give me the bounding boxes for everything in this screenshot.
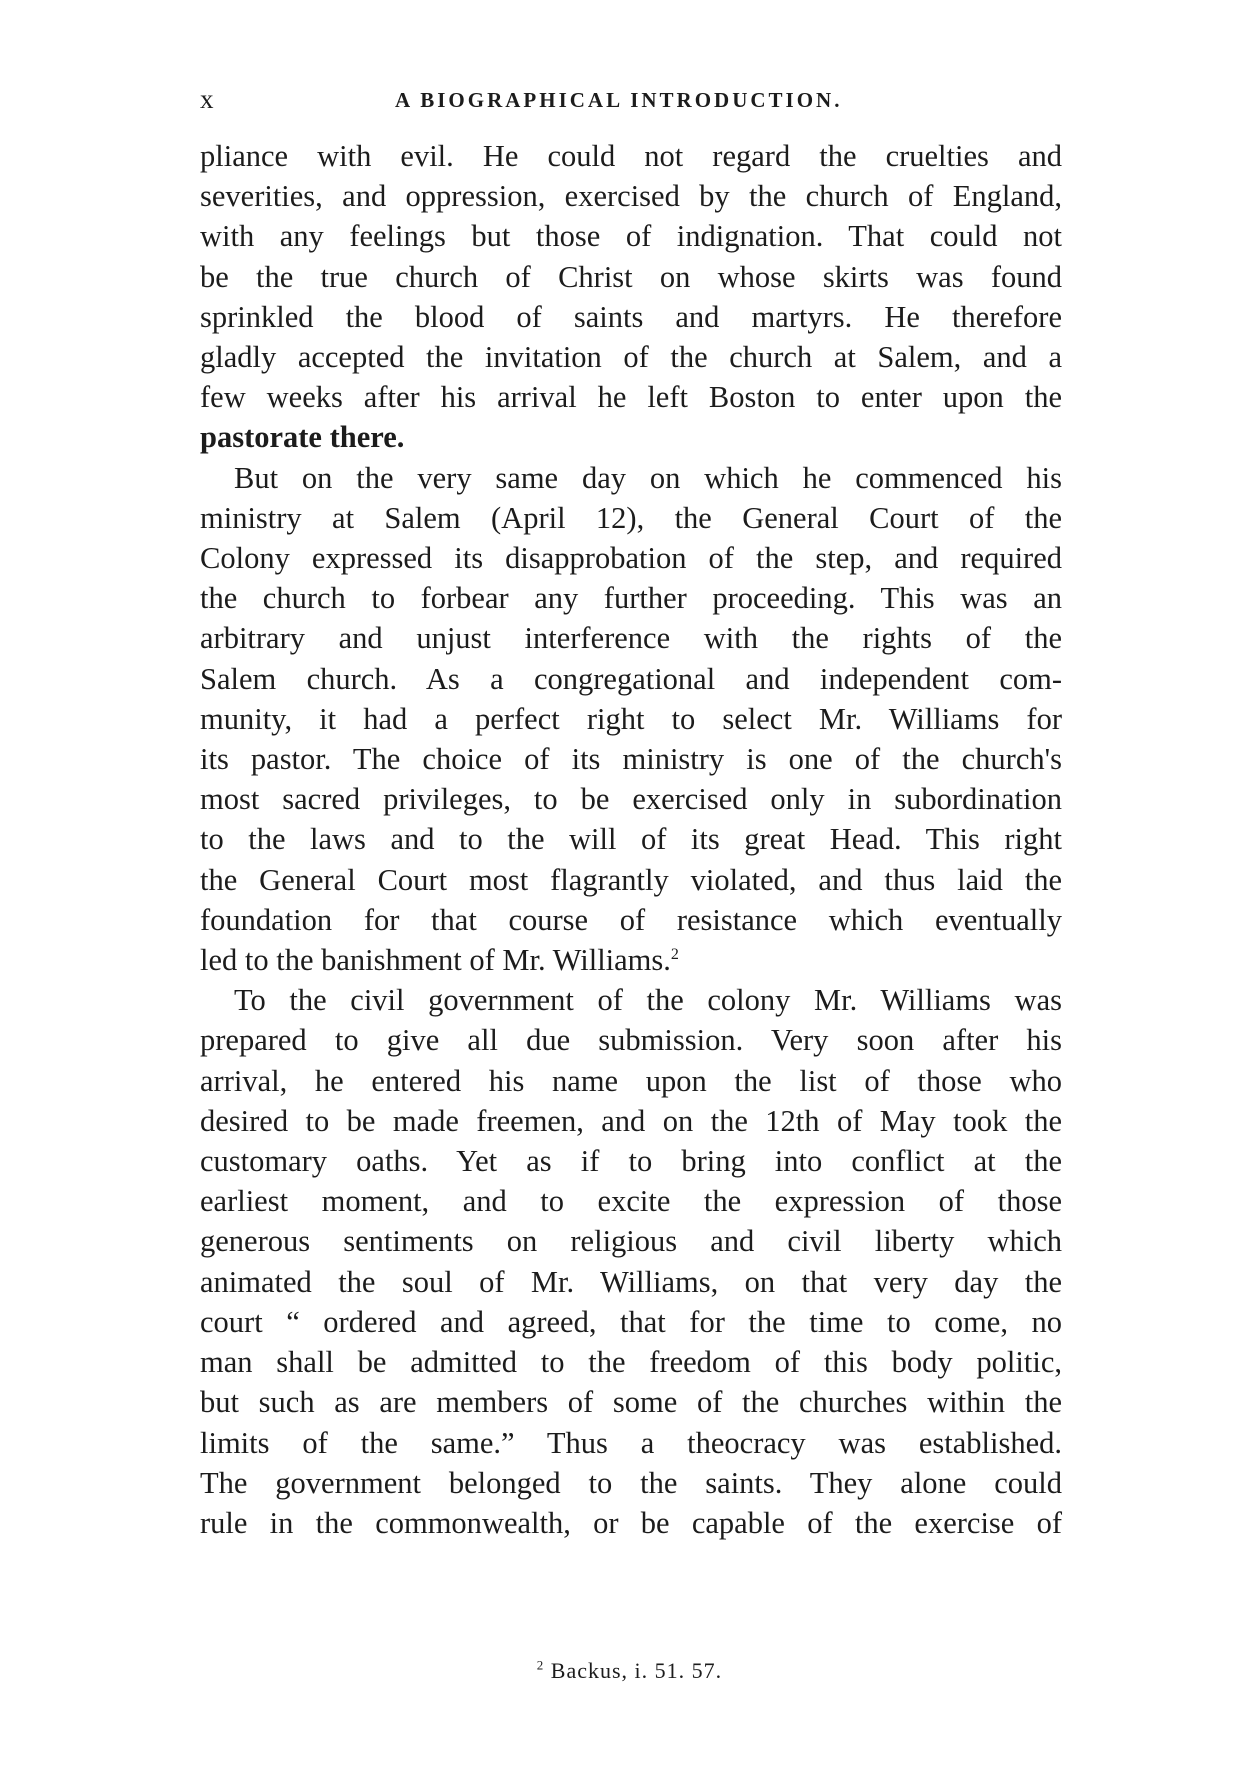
text-line: pastorate there. bbox=[200, 420, 405, 455]
paragraph-2 bbox=[200, 458, 1062, 981]
text-line: its pastor. The choice of its ministry is one of the church's bbox=[200, 742, 1062, 777]
text-line: Colony expressed its disapprobation of the step, and required bbox=[200, 541, 1062, 576]
body-text bbox=[200, 136, 1062, 1543]
text-line: earliest moment, and to excite the expression of those bbox=[200, 1184, 1062, 1219]
footnote-mark: 2 bbox=[670, 945, 679, 963]
text-line: be the true church of Christ on whose skirts was found bbox=[200, 259, 1062, 294]
text-line: but such as are members of some of the churches within the bbox=[200, 1385, 1062, 1420]
text-line-last bbox=[200, 940, 1062, 980]
footnote-text: Backus, i. 51. 57. bbox=[550, 1658, 723, 1683]
text-line: Salem church. As a congregational and independent com- bbox=[200, 661, 1062, 696]
text-line: But on the very same day on which he commenced his bbox=[234, 460, 1062, 495]
footnote-number: 2 bbox=[536, 1657, 545, 1673]
text-line: To the civil government of the colony Mr. Williams was bbox=[234, 983, 1062, 1018]
footnote bbox=[0, 1658, 1259, 1684]
text-line: generous sentiments on religious and civil liberty which bbox=[200, 1224, 1062, 1259]
page-number: x bbox=[200, 84, 215, 114]
text-line: limits of the same.” Thus a theocracy was established. bbox=[200, 1425, 1062, 1460]
text-line: ministry at Salem (April 12), the General Court of the bbox=[200, 500, 1062, 535]
text-line: pliance with evil. He could not regard the cruelties and bbox=[200, 139, 1062, 173]
paragraph-1 bbox=[200, 136, 1062, 458]
text-line: few weeks after his arrival he left Boston to enter upon the bbox=[200, 380, 1062, 415]
text-line: the General Court most flagrantly violated, and thus laid the bbox=[200, 862, 1062, 897]
text-line: foundation for that course of resistance which eventually bbox=[200, 902, 1062, 937]
text-line: most sacred privileges, to be exercised only in subordination bbox=[200, 782, 1062, 817]
text-line: court “ ordered and agreed, that for the time to come, no bbox=[200, 1304, 1062, 1339]
text-line: the church to forbear any further proceeding. This was an bbox=[200, 581, 1062, 616]
text-line: gladly accepted the invitation of the church at Salem, and a bbox=[200, 340, 1062, 375]
text-line: The government belonged to the saints. They alone could bbox=[200, 1465, 1062, 1500]
running-head bbox=[200, 84, 1062, 124]
text-line: sprinkled the blood of saints and martyrs. He therefore bbox=[200, 299, 1062, 334]
text-line: with any feelings but those of indignation. That could not bbox=[200, 219, 1062, 254]
text-line: munity, it had a perfect right to select Mr. Williams for bbox=[200, 701, 1062, 736]
text-line-content: led to the banishment of Mr. Williams. bbox=[200, 943, 671, 978]
text-line: severities, and oppression, exercised by the church of England, bbox=[200, 179, 1062, 214]
text-line: customary oaths. Yet as if to bring into conflict at the bbox=[200, 1144, 1062, 1179]
text-line: prepared to give all due submission. Very soon after his bbox=[200, 1023, 1062, 1058]
text-line: rule in the commonwealth, or be capable of the exercise of bbox=[200, 1505, 1062, 1540]
running-head-title: A BIOGRAPHICAL INTRODUCTION. bbox=[395, 88, 843, 112]
text-line: arrival, he entered his name upon the list of those who bbox=[200, 1063, 1062, 1098]
text-line: to the laws and to the will of its great Head. This right bbox=[200, 822, 1062, 857]
text-line: animated the soul of Mr. Williams, on that very day the bbox=[200, 1264, 1062, 1299]
text-line: arbitrary and unjust interference with the rights of the bbox=[200, 621, 1062, 656]
text-line: desired to be made freemen, and on the 12th of May took the bbox=[200, 1103, 1062, 1138]
paragraph-3 bbox=[200, 980, 1062, 1543]
text-line: man shall be admitted to the freedom of this body politic, bbox=[200, 1345, 1062, 1380]
